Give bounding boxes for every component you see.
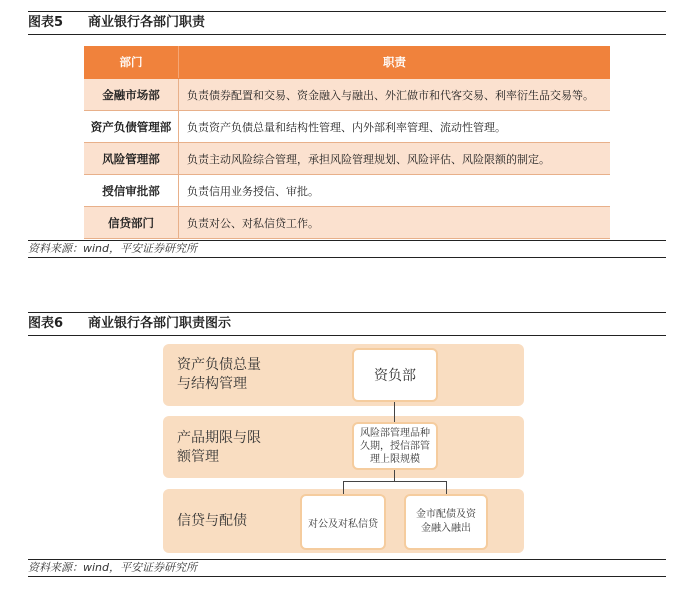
node-risk-credit-dept: 风险部管理品种久期，授信部管理上限规模 [352,422,438,470]
band-label-line: 产品期限与限 [177,430,261,446]
band-label-line: 信贷与配债 [177,513,247,529]
column-header-duty: 职责 [383,55,406,69]
dept-cell: 金融市场部 [84,79,179,110]
duty-cell: 负责对公、对私信贷工作。 [187,216,319,230]
node-bond-funding: 金市配债及资金融入融出 [404,494,488,550]
band-label-line: 与结构管理 [177,376,247,392]
connector-split [343,481,446,482]
node-corporate-retail-credit: 对公及对私信贷 [300,494,386,550]
table-row [84,111,610,143]
table-row [84,207,610,239]
dept-cell: 风险管理部 [84,143,179,174]
table-row [84,143,610,175]
band-label-line: 额管理 [177,449,219,465]
duty-cell: 负责信用业务授信、审批。 [187,184,319,198]
column-header-dept: 部门 [84,46,179,78]
dept-cell: 资产负债管理部 [84,111,179,142]
table-row [84,79,610,111]
connector-right [446,481,447,495]
band-label-product-term [177,429,261,467]
dept-cell: 信贷部门 [84,207,179,238]
band-label-credit-bond [177,512,247,531]
figure6-source: 资料来源：wind，平安证券研究所 [28,559,666,577]
connector-left [343,481,344,495]
band-label-line: 资产负债总量 [177,357,261,373]
figure6-title: 商业银行各部门职责图示 [88,316,232,331]
figure5-source: 资料来源：wind，平安证券研究所 [28,240,666,258]
dept-cell: 授信审批部 [84,175,179,206]
figure5-title: 商业银行各部门职责 [88,15,206,30]
connector-top [394,401,395,423]
table-row [84,175,610,207]
figure5-header [28,11,666,35]
figure5-number: 图表5 [28,15,64,30]
connector-middle [394,469,395,481]
table-header-row [84,46,610,79]
figure6-header [28,312,666,336]
duty-cell: 负责资产负债总量和结构性管理、内外部利率管理、流动性管理。 [187,120,506,134]
figure6-number: 图表6 [28,316,64,331]
node-asset-liability-dept: 资负部 [352,348,438,402]
duty-cell: 负责债券配置和交易、资金融入与融出、外汇做市和代客交易、利率衍生品交易等。 [187,88,594,102]
duty-cell: 负责主动风险综合管理，承担风险管理规划、风险评估、风险限额的制定。 [187,152,550,166]
band-label-asset-liability [177,356,261,394]
department-duties-table [84,46,610,239]
